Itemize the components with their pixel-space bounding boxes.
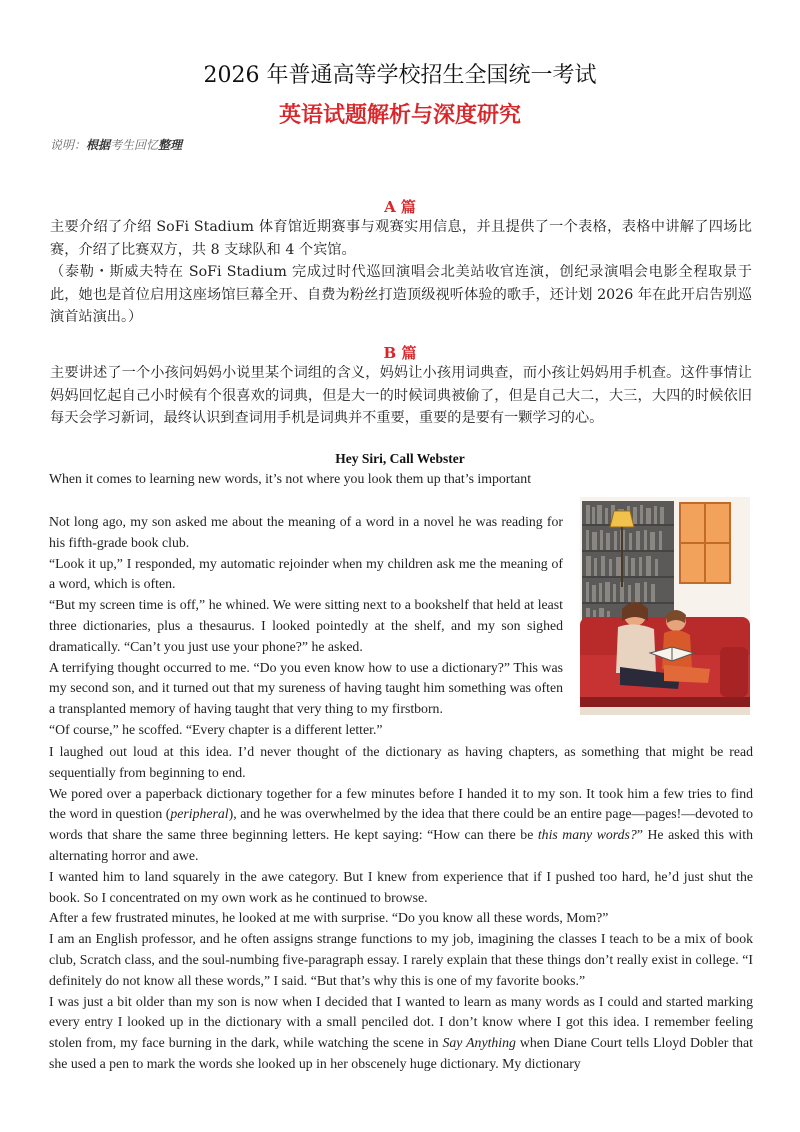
article-paragraph-5: “Of course,” he scoffed. “Every chapter is a different letter.” [49,721,383,737]
p7-part-a: We pored over a paperback dictionary together for a few minutes before I handed it to my son. It took him a few tries to find the word in question ( [49,785,753,822]
section-b-body [50,362,752,430]
exam-subtitle: 英语试题解析与深度研究 [278,102,521,128]
note-bold: 根据 [86,138,111,152]
article-paragraph-10: I am an English professor, and he often assigns strange functions to my job, imagining the classes I teach to be a mix of book club, Scratch class, and the soul-numbing five-paragraph essay. I rarely explain that these things don’t really exist in college. “I definitely do not know all these words,” I said. “But that’s why this is one of my favorite books.” [49,931,753,988]
article-paragraph-3: “But my screen time is off,” he whined. We were sitting next to a bookshelf that held at least three dictionaries, plus a thesaurus. I looked pointedly at the shelf, and my son sighed dramatically. “Can’t you just use your phone?” he asked. [49,597,563,654]
section-a-body [50,216,752,329]
p7-italic-1: peripheral [170,806,229,822]
article-column-wide [49,742,753,1075]
article-paragraph-2: “Look it up,” I responded, my automatic rejoinder when my children ask me the meaning of a word, which is often. [49,555,563,592]
section-b-heading: B 篇 [383,344,417,362]
exam-title: 2026 年普通高等学校招生全国统一考试 [203,63,597,88]
p11-part-a: I was just a bit older than my son is now when I decided that I wanted to learn as many words as I could and started marking every entry I looked up in the dictionary with a small penciled dot. I don’t know where I got this idea. I remember feeling stolen from, my face burning in the dark, while watching the scene in [49,993,753,1051]
article-subtitle-block [49,469,753,490]
section-a-note: （泰勒・斯威夫特在 SoFi Stadium 完成过时代巡回演唱会北美站收官连演，创纪录演唱会电影全程取景于此，她也是首位启用这座场馆巨幕全开、自费为粉丝打造顶级视听体验的歌手，还计划 2026 年在此开启告别巡演首站演出。） [50,264,752,325]
reading-illustration [580,497,750,715]
article-paragraph-11 [49,992,753,1075]
article-subtitle: When it comes to learning new words, it’s not where you look them up that’s important [49,471,532,486]
article-column-narrow [49,512,563,741]
note-prefix: 说明： [50,138,87,152]
article-title: Hey Siri, Call Webster [335,451,465,466]
note-end: 整理 [158,138,183,152]
source-note [50,136,182,153]
section-b-summary: 主要讲述了一个小孩问妈妈小说里某个词组的含义，妈妈让小孩用词典查，而小孩让妈妈用手机查。这件事情让妈妈回忆起自己小时候有个很喜欢的词典，但是大一的时候词典被偷了，但是自己大二，大三，大四的时候依旧每天会学习新词，最终认识到查词用手机是词典并不重要，重要的是要有一颗学习的心。 [50,365,752,426]
p7-part-c: ” He asked this with alternating horror and awe. [49,827,753,863]
article-paragraph-7 [49,784,753,867]
article-paragraph-1: Not long ago, my son asked me about the meaning of a word in a novel he was reading for his fifth-grade book club. [49,514,563,550]
section-a-heading: A 篇 [384,198,416,216]
article-paragraph-4: A terrifying thought occurred to me. “Do you even know how to use a dictionary?” This was my second son, and it turned out that my sureness of having taught him something was often a transplanted memory of having taught that very thing to my firstborn. [49,659,563,717]
article-paragraph-8: I wanted him to land squarely in the awe category. But I knew from experience that if I pushed too hard, he’d just shut the book. So I concentrated on my own work as he continued to browse. [49,868,753,905]
note-middle: 考生回忆 [110,138,159,152]
section-a-summary: 主要介绍了介绍 SoFi Stadium 体育馆近期赛事与观赛实用信息，并且提供了一个表格，表格中讲解了四场比赛，介绍了比赛双方，共 8 支球队和 4 个宾馆。 [50,219,752,258]
p7-part-b: ), and he was overwhelmed by the idea that there could be an entire page—pages!—devoted to words that share the same three beginning letters. He kept saying: “How can there be [49,806,753,843]
p11-part-b: when Diane Court tells Lloyd Dobler that she used a pen to mark the words she looked up in her obscenely huge dictionary. My dictionary [49,1035,753,1071]
p11-italic: Say Anything [442,1035,516,1051]
article-paragraph-6: I laughed out loud at this idea. I’d never thought of the dictionary as having chapters, as something that might be read sequentially from beginning to end. [49,744,753,780]
p7-italic-2: this many words? [537,827,637,843]
article-paragraph-9: After a few frustrated minutes, he looked at me with surprise. “Do you know all these words, Mom?” [49,910,609,926]
